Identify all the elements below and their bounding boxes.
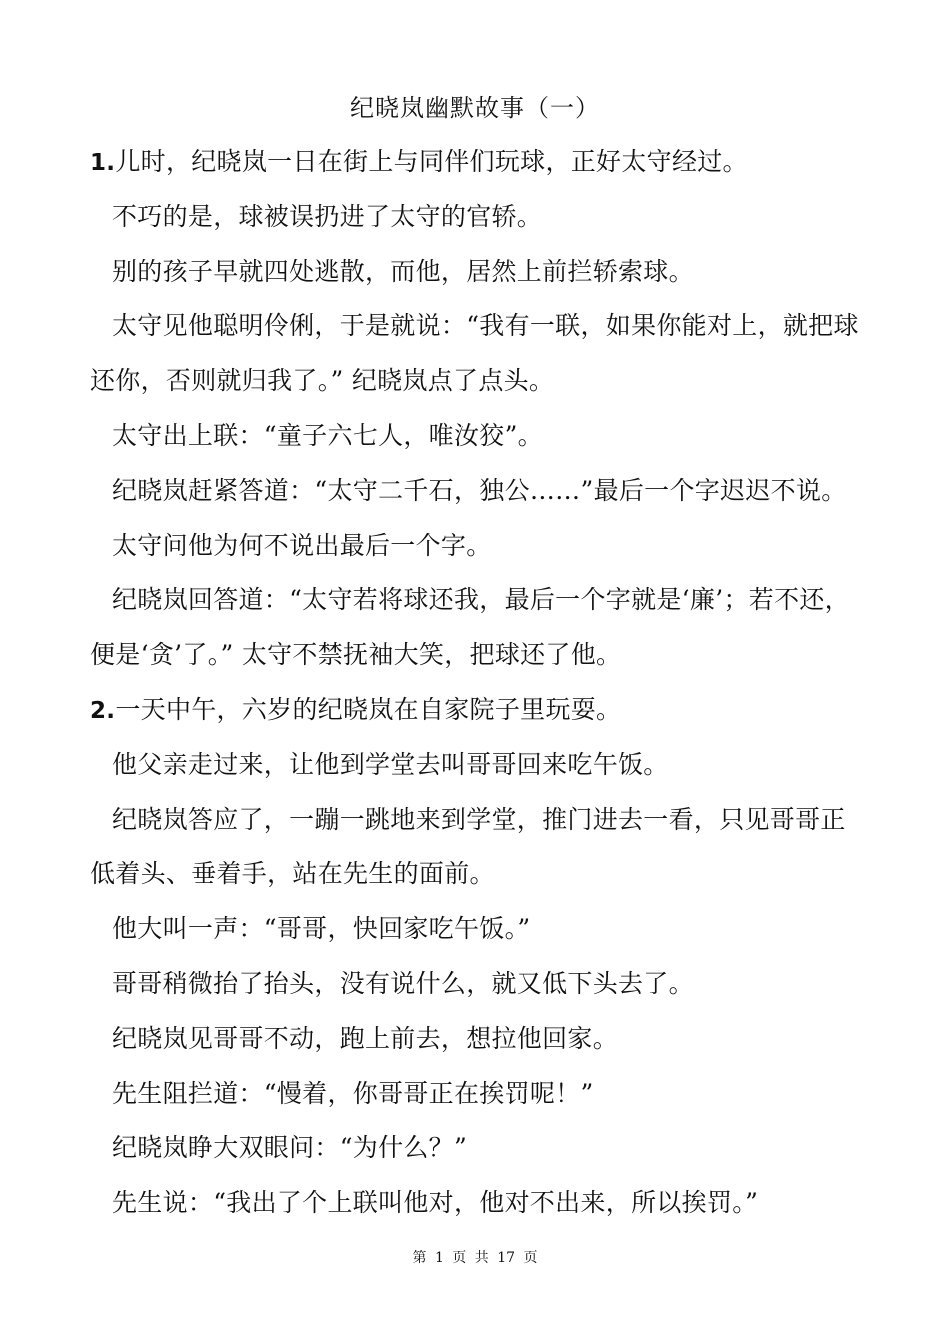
text-line-20: 先生说：“我出了个上联叫他对，他对不出来，所以挨罚。”	[112, 1188, 759, 1218]
text-line-10: 便是‘贪’了。” 太守不禁抚袖大笑，把球还了他。	[90, 640, 622, 670]
text-line-16: 哥哥稍微抬了抬头，没有说什么，就又低下头去了。	[112, 968, 694, 998]
page-footer: 第 1 页 共 17 页	[412, 1250, 538, 1266]
text-line-1	[90, 135, 880, 190]
text-line-5: 还你，否则就归我了。” 纪晓岚点了点头。	[90, 366, 555, 396]
text-line-12: 他父亲走过来，让他到学堂去叫哥哥回来吃午饭。	[112, 749, 669, 779]
item-number: 2.	[90, 697, 116, 724]
document-title: 纪晓岚幽默故事（一）	[350, 94, 600, 122]
text-line-6: 太守出上联：“童子六七人，唯汝狡”。	[112, 420, 543, 450]
text-line-19: 纪晓岚睁大双眼问：“为什么？”	[112, 1133, 468, 1163]
text-line-2: 不巧的是，球被误扔进了太守的官轿。	[112, 201, 543, 231]
line-text: 儿时，纪晓岚一日在街上与同伴们玩球，正好太守经过。	[115, 147, 748, 176]
text-line-17: 纪晓岚见哥哥不动，跑上前去，想拉他回家。	[112, 1023, 619, 1053]
text-line-15: 他大叫一声：“哥哥，快回家吃午饭。”	[112, 914, 531, 944]
text-line-14: 低着头、垂着手，站在先生的面前。	[90, 859, 495, 889]
text-line-18: 先生阻拦道：“慢着，你哥哥正在挨罚呢！”	[112, 1078, 594, 1108]
text-line-3: 别的孩子早就四处逃散，而他，居然上前拦轿索球。	[112, 256, 694, 286]
text-line-4: 太守见他聪明伶俐，于是就说：“我有一联，如果你能对上，就把球	[112, 311, 859, 341]
item-number: 1.	[90, 150, 116, 176]
text-line-11	[90, 683, 880, 738]
line-text: 一天中午，六岁的纪晓岚在自家院子里玩耍。	[115, 694, 622, 724]
text-line-9: 纪晓岚回答道：“太守若将球还我，最后一个字就是‘廉’；若不还，	[112, 585, 850, 615]
text-line-8: 太守问他为何不说出最后一个字。	[112, 530, 492, 560]
text-line-13: 纪晓岚答应了，一蹦一跳地来到学堂，推门进去一看，只见哥哥正	[112, 804, 846, 834]
text-line-7: 纪晓岚赶紧答道：“太守二千石，独公……”最后一个字迟迟不说。	[112, 475, 847, 505]
body-text	[90, 135, 880, 1231]
